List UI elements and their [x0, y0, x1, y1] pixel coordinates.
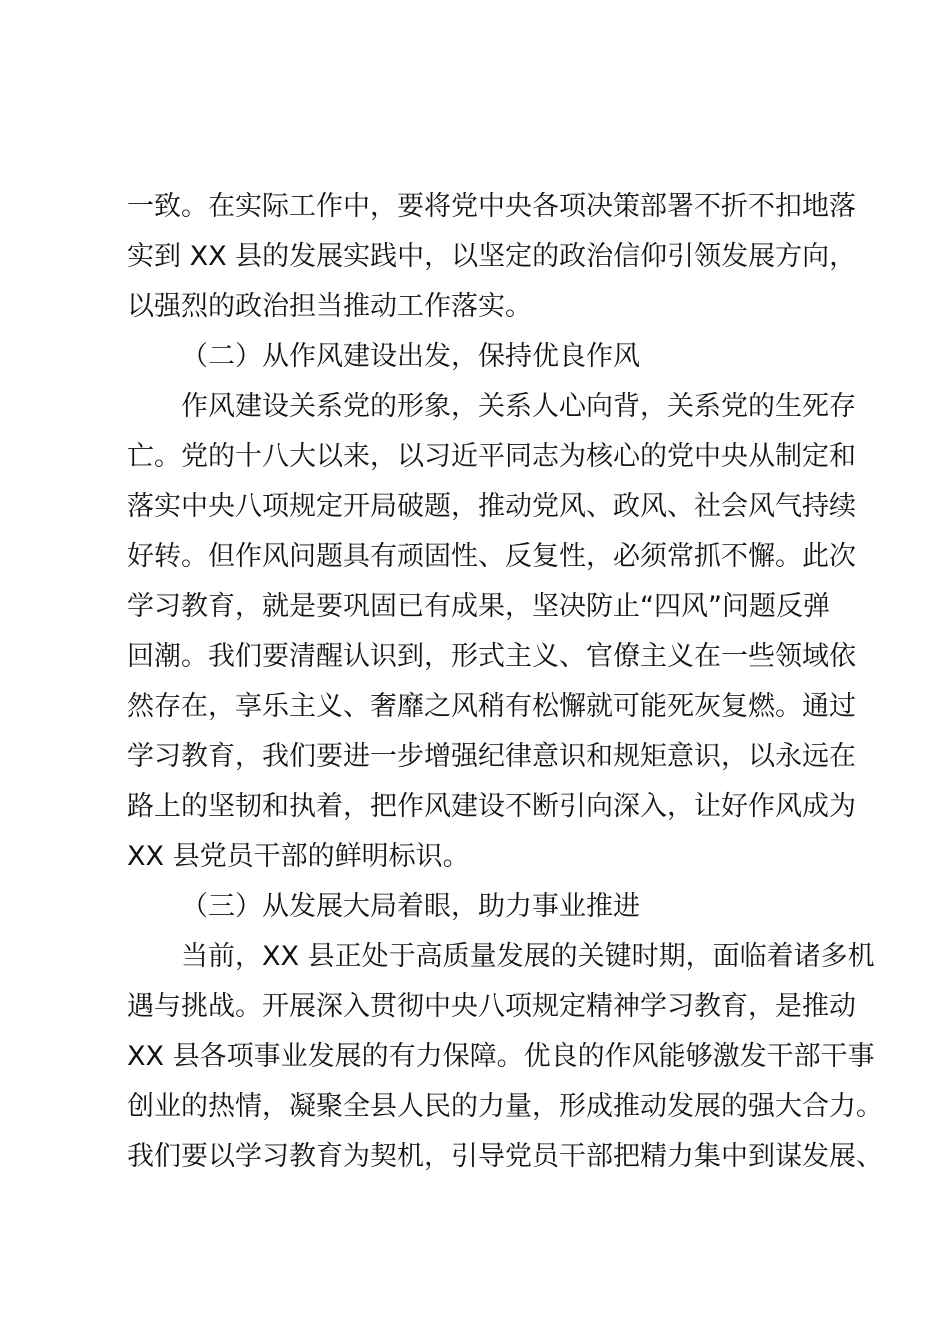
body-text-line: 回潮。我们要清醒认识到，形式主义、官僚主义在一些领域依 [127, 641, 856, 672]
body-text-line: 落实中央八项规定开局破题，推动党风、政风、社会风气持续 [127, 491, 856, 522]
body-text-line: 我们要以学习教育为契机，引导党员干部把精力集中到谋发展、 [127, 1141, 883, 1172]
body-text-line: 创业的热情，凝聚全县人民的力量，形成推动发展的强大合力。 [127, 1091, 883, 1122]
body-text-line: 作风建设关系党的形象，关系人心向背，关系党的生死存 [181, 391, 856, 422]
body-text-line: 以强烈的政治担当推动工作落实。 [127, 291, 532, 322]
section-heading-2: （二）从作风建设出发，保持优良作风 [181, 341, 640, 372]
body-text-line: 亡。党的十八大以来，以习近平同志为核心的党中央从制定和 [127, 441, 856, 472]
body-text-line: 实到 XX 县的发展实践中，以坚定的政治信仰引领发展方向， [127, 241, 857, 272]
body-text-line: XX 县各项事业发展的有力保障。优良的作风能够激发干部干事 [127, 1041, 875, 1072]
body-text-line: 路上的坚韧和执着，把作风建设不断引向深入，让好作风成为 [127, 791, 856, 822]
body-text-line: XX 县党员干部的鲜明标识。 [127, 841, 470, 872]
body-text-line: 然存在，享乐主义、奢靡之风稍有松懈就可能死灰复燃。通过 [127, 691, 856, 722]
body-text-line: 一致。在实际工作中，要将党中央各项决策部署不折不扣地落 [127, 191, 856, 222]
section-heading-3: （三）从发展大局着眼，助力事业推进 [181, 891, 640, 922]
body-text-line: 遇与挑战。开展深入贯彻中央八项规定精神学习教育，是推动 [127, 991, 856, 1022]
body-text-line: 学习教育，我们要进一步增强纪律意识和规矩意识，以永远在 [127, 741, 856, 772]
body-text-line: 好转。但作风问题具有顽固性、反复性，必须常抓不懈。此次 [127, 541, 856, 572]
document-body [127, 182, 883, 1182]
body-text-line: 当前，XX 县正处于高质量发展的关键时期，面临着诸多机 [181, 941, 875, 972]
body-text-line: 学习教育，就是要巩固已有成果，坚决防止“四风”问题反弹 [127, 591, 830, 622]
